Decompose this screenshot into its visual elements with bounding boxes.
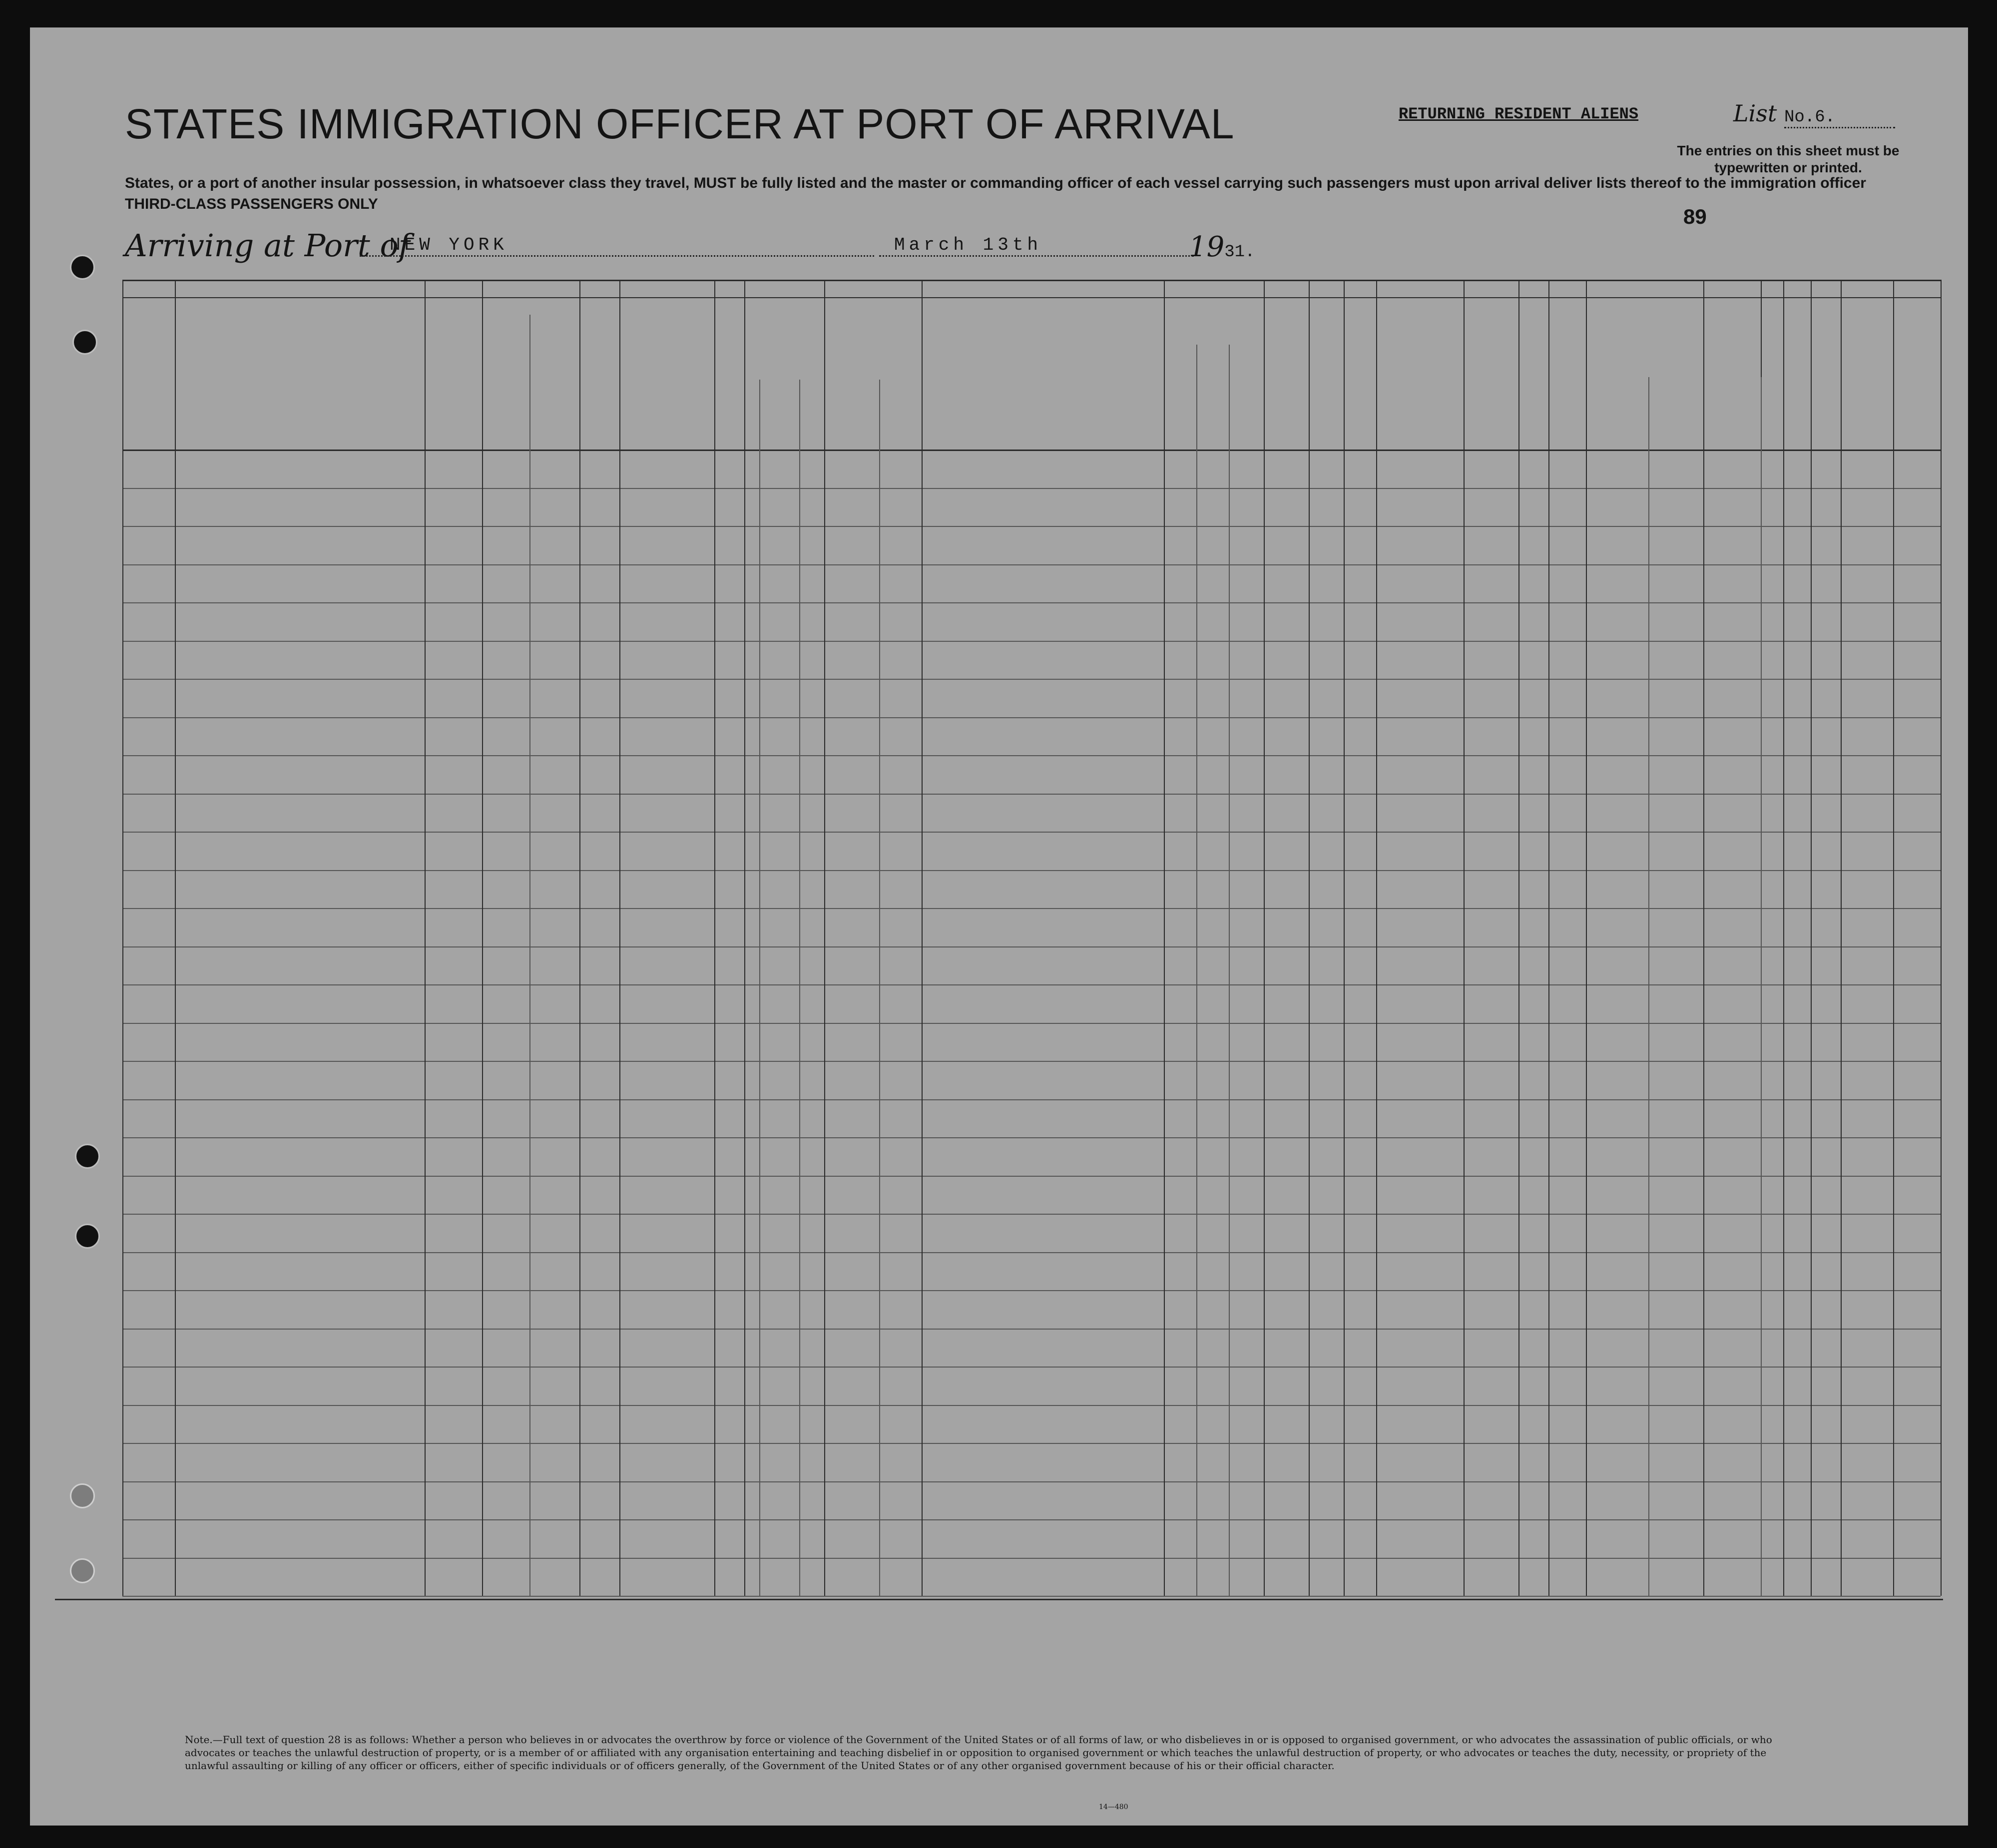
column-rule [1548, 280, 1549, 1596]
column-rule [1586, 280, 1587, 1596]
table-top-rule [122, 280, 1941, 281]
column-rule [1164, 280, 1165, 1596]
row-rule [122, 1405, 1941, 1406]
row-rule [122, 1137, 1941, 1138]
row-rule [122, 526, 1941, 527]
column-rule [824, 280, 825, 1596]
column-rule [714, 280, 715, 1596]
column-rule [619, 280, 620, 1596]
port-name: NEW YORK [360, 235, 874, 257]
row-rule [122, 1099, 1941, 1100]
question-28-note: Note.—Full text of question 28 is as follows: Whether a person who believes in or advocates the overthrow by force or violence of the Government of the United States or of all forms of law, or who disbelieves in or is opposed to organised government, or who advocates the assassination of public officials, or who advocates or teaches the unlawful destruction of property, or is a member of or affiliated with any organisation entertaining and teaching disbelief in or opposition to organised government or which teaches the unlawful destruction of property, or who advocates or teaches the duty, necessity, or propriety of the unlawful assaulting or killing of any officer or officers, either of specific individuals or of officers generally, of the Government of the United States or of any other organised government because of his or their official character. [185, 1734, 1772, 1772]
sub-column-rule [759, 380, 760, 1596]
column-rule [579, 280, 580, 1596]
column-number-rule [122, 297, 1941, 298]
column-rule [1811, 280, 1812, 1596]
row-rule [122, 1596, 1941, 1597]
row-rule [122, 984, 1941, 985]
column-rule [1464, 280, 1465, 1596]
row-rule [122, 1329, 1941, 1330]
row-rule [122, 1481, 1941, 1482]
row-rule [122, 564, 1941, 565]
column-rule [1344, 280, 1345, 1596]
sub-column-rule [1196, 345, 1197, 1596]
sub-column-rule [1761, 377, 1762, 1596]
sub-column-rule [1648, 377, 1649, 1596]
row-rule [122, 1061, 1941, 1062]
header-bottom-rule [122, 450, 1941, 451]
arrival-year: 1931. [1189, 231, 1255, 263]
column-rule [482, 280, 483, 1596]
arrival-date: March 13th [879, 235, 1194, 257]
column-rule [1841, 280, 1842, 1596]
sub-column-rule [529, 315, 530, 1596]
row-rule [122, 679, 1941, 680]
row-rule [122, 908, 1941, 909]
row-rule [122, 1023, 1941, 1024]
form-number: 14—480 [1099, 1803, 1128, 1811]
column-rule [122, 280, 123, 1596]
column-rule [175, 280, 176, 1596]
sheet-number: 89 [1683, 205, 1707, 228]
row-rule [122, 1176, 1941, 1177]
row-rule [122, 832, 1941, 833]
column-rule [1703, 280, 1704, 1596]
row-rule [122, 641, 1941, 642]
row-rule [122, 794, 1941, 795]
row-rule [122, 1214, 1941, 1215]
passenger-class-line: THIRD-CLASS PASSENGERS ONLY [125, 196, 378, 212]
column-rule [1783, 280, 1784, 1596]
column-rule [1264, 280, 1265, 1596]
arriving-at-port: Arriving at Port of [125, 227, 410, 264]
instructions-line: States, or a port of another insular possession, in whatsoever class they travel, MUST be fully listed and the master or commanding officer of each vessel carrying such passengers must upon arrival deliver lists thereof to the immigration officer [125, 175, 1866, 191]
row-rule [122, 946, 1941, 947]
column-rule [1893, 280, 1894, 1596]
row-rule [122, 1367, 1941, 1368]
list-number: List No.6. [1733, 100, 1895, 127]
row-rule [122, 488, 1941, 489]
column-rule [425, 280, 426, 1596]
row-rule [122, 1519, 1941, 1520]
row-rule [122, 870, 1941, 871]
typewritten-note: The entries on this sheet must be typewritten or printed. [1677, 143, 1900, 175]
row-rule [122, 1558, 1941, 1559]
column-rule [922, 280, 923, 1596]
row-rule [122, 755, 1941, 756]
column-rule [1376, 280, 1377, 1596]
sub-column-rule [799, 380, 800, 1596]
row-rule [122, 602, 1941, 603]
column-rule [1941, 280, 1942, 1596]
list-type-label: RETURNING RESIDENT ALIENS [1399, 105, 1639, 123]
sub-column-rule [879, 380, 880, 1596]
sub-column-rule [1229, 345, 1230, 1596]
row-rule [122, 1290, 1941, 1291]
table-bottom-rule [55, 1599, 1943, 1600]
row-rule [122, 1443, 1941, 1444]
column-rule [1518, 280, 1519, 1596]
column-rule [744, 280, 745, 1596]
row-rule [122, 1252, 1941, 1253]
row-rule [122, 717, 1941, 718]
form-title: STATES IMMIGRATION OFFICER AT PORT OF ARRIVAL [125, 100, 1235, 147]
column-rule [1309, 280, 1310, 1596]
